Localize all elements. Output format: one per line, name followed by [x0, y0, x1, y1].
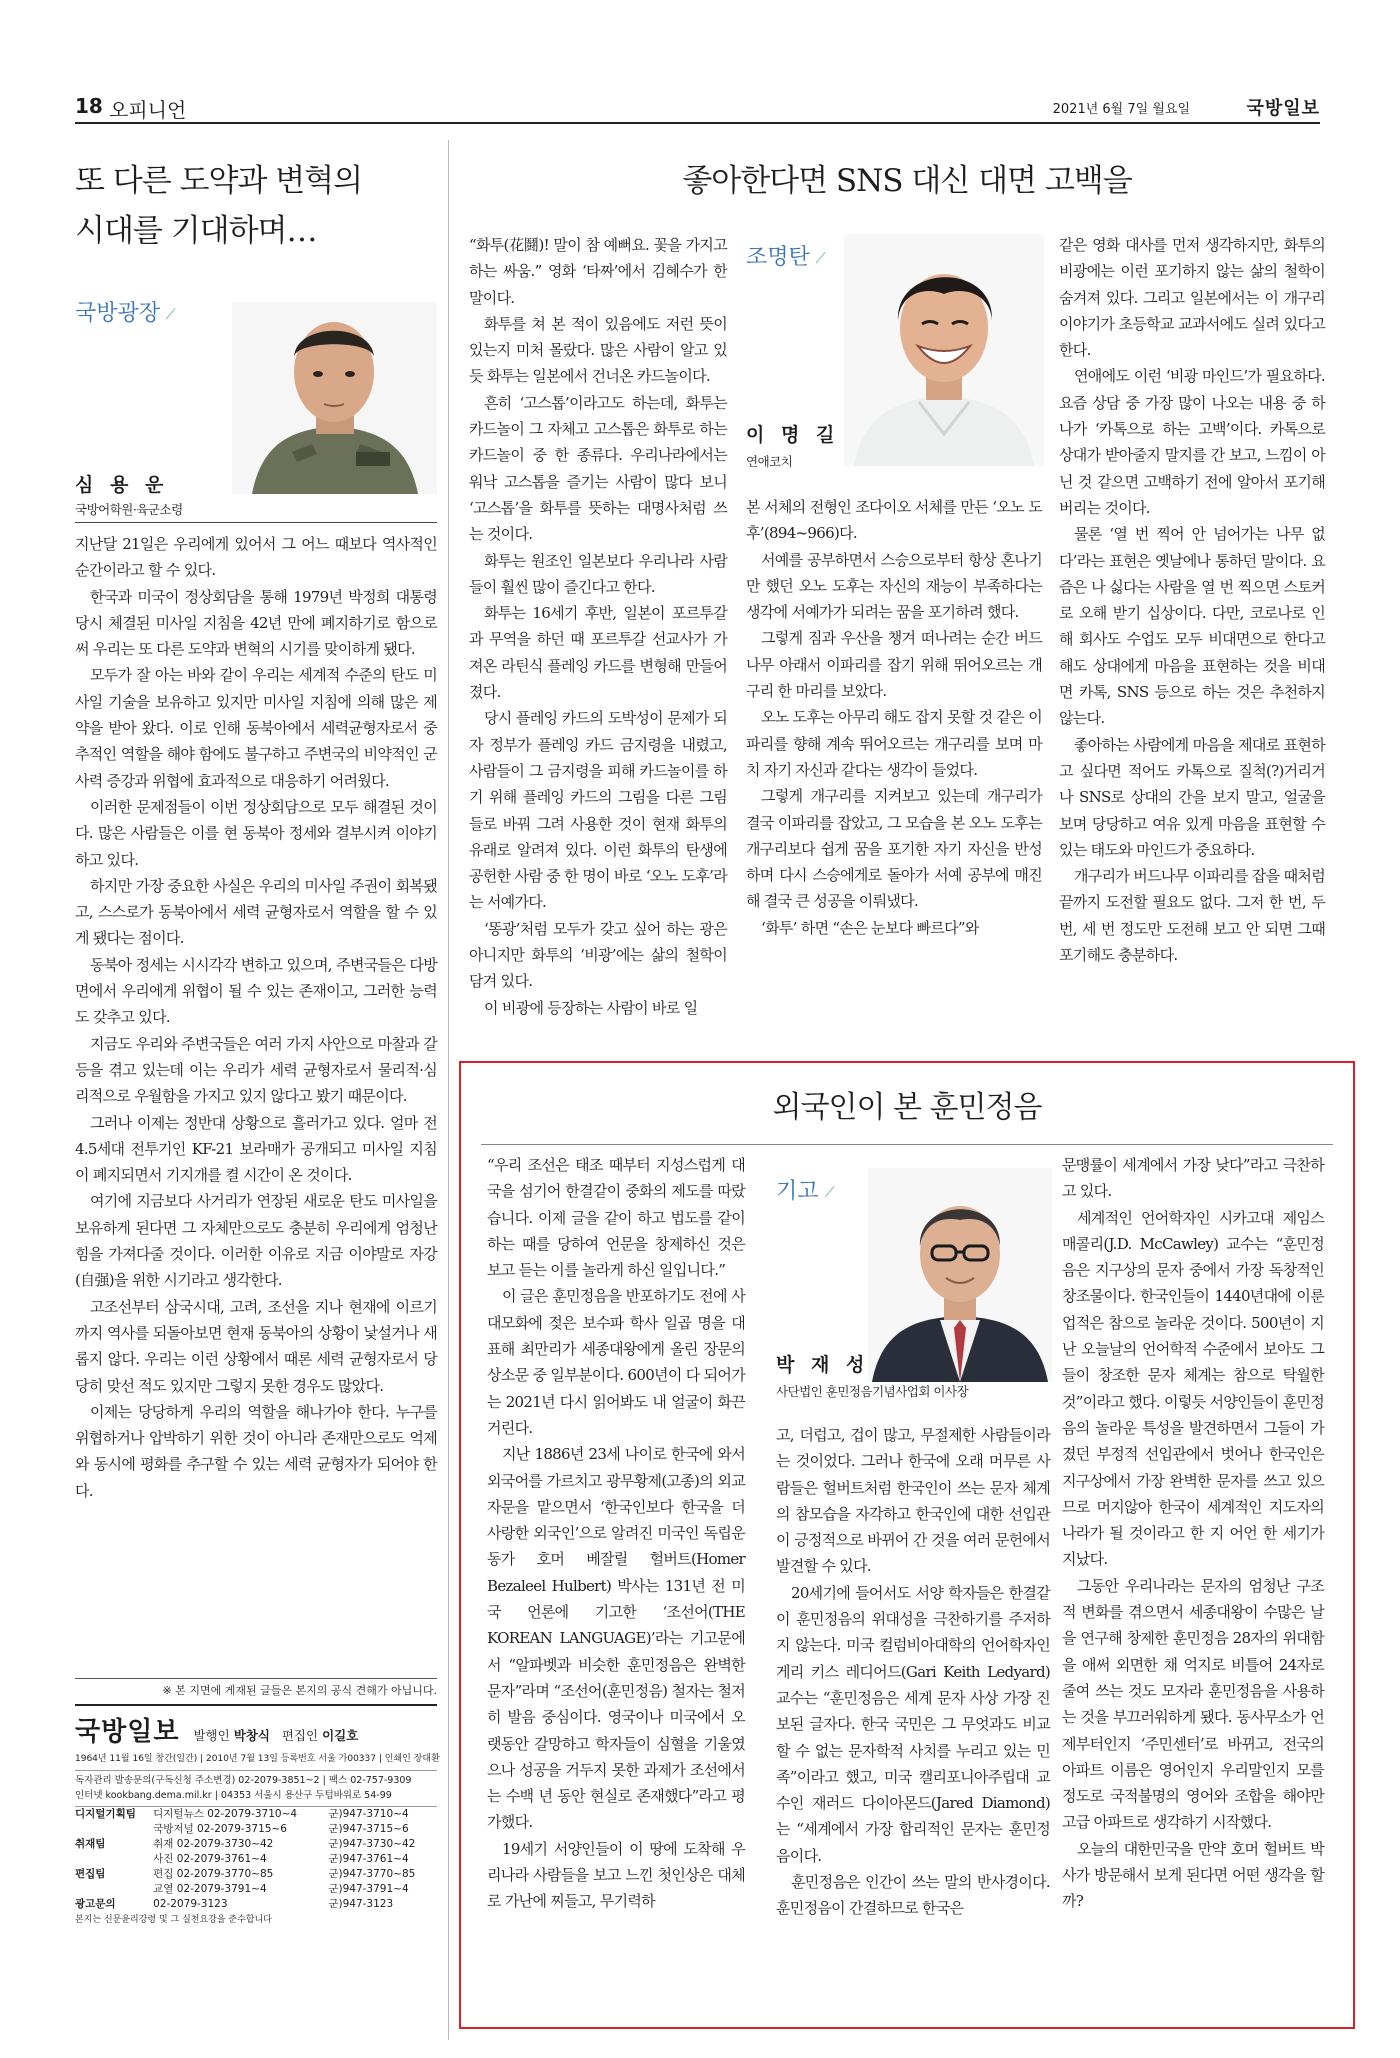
reader-service-line2: 인터넷 kookbang.dema.mil.kr | 04353 서울시 용산구 두텁바위로 54-99 [75, 1790, 392, 1801]
paper-logo: 국방일보 [1246, 98, 1320, 119]
ethics-note: 본지는 신문윤리강령 및 그 실천요강을 준수합니다 [75, 1915, 272, 1925]
article2-column-a [469, 232, 727, 1021]
paragraph: 같은 영화 대사를 먼저 생각하지만, 화투의 비광에는 이런 포기하지 않는 삶의 철학이 숨겨져 있다. 그리고 일본에서는 이 개구리 이야기가 초등학교 교과서에도 실려 있다고 한다. [1059, 236, 1325, 360]
contact-row [75, 1867, 437, 1882]
masthead-footer [75, 1678, 440, 1928]
contact-row [75, 1852, 437, 1867]
paragraph: “화투(花鬪)! 말이 참 예뻐요. 꽃을 가지고 하는 싸움.” 영화 ‘타짜’에서 김혜수가 한 말이다. [469, 236, 727, 307]
paragraph: 이 글은 훈민정음을 반포하기도 전에 사대모화에 젖은 보수파 학사 일곱 명을 대표해 최만리가 세종대왕에게 올린 장문의 상소문 중 일부분이다. 600년이 다 되어가는 2021년 다시 읽어봐도 내 얼굴이 화끈거린다. [487, 1287, 745, 1437]
soldier-portrait-icon [232, 302, 437, 494]
article3-author-name: 박 재 성 [776, 1354, 870, 1376]
contact-number: 디지털뉴스 02-2079-3710~4 [153, 1808, 298, 1820]
paragraph: 그렇게 짐과 우산을 챙겨 떠나려는 순간 버드나무 아래서 이파리를 잡기 위해 뛰어오르는 개구리 한 마리를 보았다. [746, 629, 1042, 701]
article3-column-tag: 기고 [776, 1174, 837, 1205]
article3-title: 외국인이 본 훈민정음 [772, 1090, 1042, 1125]
smiling-man-portrait-icon [844, 234, 1044, 466]
article3-author-role: 사단법인 훈민정음기념사업회 이사장 [776, 1384, 969, 1399]
contact-dept [75, 1852, 153, 1867]
divider [481, 1144, 1333, 1145]
paragraph: 그동안 우리나라는 문자의 엄청난 구조적 변화를 겪으면서 세종대왕이 수많은 날을 연구해 창제한 훈민정음 28자의 위대함을 애써 외면한 채 억지로 비틀어 24자로 줄여 쓰는 것도 모자라 훈민정음을 사용하는 것을 부끄러워하게 됐다. 동사무소가 언제부터인지 ‘주민센터’로 바뀌고, 전국의 아파트 이름은 영어인지 우리말인지 모를 정도로 국적불명의 영어와 조합을 해야만 고급 아파트로 생각하기 시작했다. [1062, 1576, 1324, 1832]
article2-author-role: 연애코치 [746, 454, 793, 469]
paragraph: 이제는 당당하게 우리의 역할을 해나가야 한다. 누구를 위협하거나 압박하기 위한 것이 아니라 존재만으로도 억제와 동시에 평화를 추구할 수 있는 세력 균형자가 되어야 한다. [75, 1402, 437, 1500]
paragraph: 문맹률이 세계에서 가장 낮다”라고 극찬하고 있다. [1062, 1156, 1324, 1201]
article1-author-role: 국방어학원·육군소령 [75, 502, 183, 517]
article1-column-tag: 국방광장 [75, 296, 178, 327]
article3-column-c [1062, 1152, 1324, 1915]
column-rule [448, 140, 449, 2040]
paragraph: 화투는 원조인 일본보다 우리나라 사람들이 훨씬 많이 즐긴다고 한다. [469, 551, 727, 596]
paragraph: 화투는 16세기 후반, 일본이 포르투갈과 무역을 하던 때 포르투갈 선교사가 가져온 라틴식 플레잉 카드를 변형해 만들어졌다. [469, 604, 727, 702]
paragraph: 본 서체의 전형인 조다이오 서체를 만든 ‘오노 도후’(894~966)다. [746, 498, 1042, 543]
contact-row [75, 1807, 437, 1823]
contact-number: 교열 02-2079-3791~4 [153, 1883, 267, 1895]
contact-dept: 편집팀 [75, 1868, 106, 1880]
paragraph: 하지만 가장 중요한 사실은 우리의 미사일 주권이 회복됐고, 스스로가 동북아에서 세력 균형자로서 역할을 할 수 있게 됐다는 점이다. [75, 876, 437, 948]
editor-name: 이길호 [322, 1728, 359, 1743]
article3-column-b [776, 1422, 1050, 1922]
paragraph: 그렇게 개구리를 지켜보고 있는데 개구리가 결국 이파리를 잡았고, 그 모습을 본 오노 도후는 개구리보다 쉽게 꿈을 포기한 자기 자신을 반성하며 다시 스승에게로 돌아가 서예 공부에 매진해 결국 큰 성공을 이뤄냈다. [746, 787, 1042, 911]
contact-row [75, 1822, 437, 1837]
contact-number: 취재 02-2079-3730~42 [153, 1838, 274, 1850]
article1-author-name: 심 용 운 [75, 474, 169, 496]
paragraph: 서예를 공부하면서 스승으로부터 항상 혼나기만 했던 오노 도후는 자신의 재능이 부족하다는 생각에 서예가가 되려는 꿈을 포기하려 했다. [746, 550, 1042, 622]
article1-title-line1: 또 다른 도약과 변혁의 [75, 163, 363, 199]
publisher-line [193, 1728, 358, 1743]
paragraph: “우리 조선은 태조 때부터 지성스럽게 대국을 섬기어 한결같이 중화의 제도를 따랐습니다. 이제 글을 같이 하고 법도를 같이 하는 때를 당하여 언문을 창제하신 것은 보고 듣는 이를 놀라게 하신 일입니다.” [487, 1156, 745, 1280]
contact-number: 군)947-3761~4 [328, 1853, 409, 1865]
article1-title-line2: 시대를 기대하며… [75, 213, 317, 249]
article3-column-a [487, 1152, 745, 1915]
contact-dept: 디지털기획팀 [75, 1808, 136, 1820]
publisher-name: 박창식 [233, 1728, 270, 1743]
contact-number: 군)947-3770~85 [328, 1868, 416, 1880]
paragraph: 모두가 잘 아는 바와 같이 우리는 세계적 수준의 탄도 미사일 기술을 보유하고 있지만 미사일 지침에 의해 많은 제약을 받아 왔다. 이로 인해 동북아에서 세력균형자로서 중추적인 역할을 해야 함에도 불구하고 주변국의 비약적인 군사력 증강과 위협에 효과적으로 대응하기 어려웠다. [75, 666, 437, 790]
contact-dept [75, 1822, 153, 1837]
article1-title [75, 156, 435, 256]
disclaimer: ※ 본 지면에 게재된 글들은 본지의 공식 견해가 아닙니다. [75, 1678, 437, 1698]
paragraph: 지금도 우리와 주변국들은 여러 가지 사안으로 마찰과 갈등을 겪고 있는데 이는 우리가 세력 균형자로서 물리적·심리적으로 우월함을 가지고 있지 않다고 봤기 때문이다. [75, 1034, 437, 1106]
registration-line: 1964년 11월 16일 창간(일간) | 2010년 7월 13일 등록번호 서울 가00337 | 인쇄인 장대환 [75, 1754, 440, 1764]
divider [75, 522, 437, 523]
paragraph: 오늘의 대한민국을 만약 호머 헐버트 박사가 방문해서 보게 된다면 어떤 생각을 할까? [1062, 1839, 1324, 1911]
contact-number: 군)947-3710~4 [328, 1808, 409, 1820]
paragraph: 동북아 정세는 시시각각 변하고 있으며, 주변국들은 다방면에서 우리에게 위협이 될 수 있는 존재이고, 그러한 능력도 갖추고 있다. [75, 955, 437, 1027]
contact-row [75, 1837, 437, 1852]
article1-body [75, 531, 437, 1504]
paragraph: 개구리가 버드나무 이파리를 잡을 때처럼 끝까지 도전할 필요도 없다. 그저 한 번, 두 번, 세 번 정도만 도전해 보고 안 되면 그때 포기해도 충분하다. [1059, 867, 1325, 965]
masthead [75, 1704, 437, 1748]
paragraph: 이러한 문제점들이 이번 정상회담으로 모두 해결된 것이다. 많은 사람들은 이를 현 동북아 정세와 결부시켜 이야기하고 있다. [75, 797, 437, 869]
contact-row [75, 1882, 437, 1897]
paragraph: 그러나 이제는 정반대 상황으로 흘러가고 있다. 얼마 전 4.5세대 전투기인 KF-21 보라매가 공개되고 미사일 지침이 폐지되면서 기지개를 켤 시간이 온 것이다. [75, 1113, 437, 1185]
contact-dept: 취재팀 [75, 1838, 106, 1850]
footer-logo: 국방일보 [75, 1717, 180, 1747]
article2-author-photo [844, 234, 1044, 466]
paragraph: 지난달 21일은 우리에게 있어서 그 어느 때보다 역사적인 순간이라고 할 수 있다. [75, 535, 437, 580]
paragraph: 흔히 ‘고스톱’이라고도 하는데, 화투는 카드놀이 그 자체고 고스톱은 화투로 하는 카드놀이 중 한 종류다. 우리나라에서는 워낙 고스톱을 즐기는 사람이 많다 보니 ‘고스톱’을 화투를 뜻하는 대명사처럼 쓰는 것이다. [469, 393, 727, 544]
contact-number: 국방저널 02-2079-3715~6 [153, 1823, 287, 1835]
contact-number: 군)947-3715~6 [328, 1823, 409, 1835]
contact-dept: 광고문의 [75, 1898, 116, 1910]
paragraph: ‘화투’ 하면 “손은 눈보다 빠르다”와 [761, 918, 979, 937]
paragraph: 20세기에 들어서도 서양 학자들은 한결같이 훈민정음의 위대성을 극찬하기를 주저하지 않는다. 미국 컬럼비아대학의 언어학자인 게리 키스 레디어드(Gari Keith Ledyard) 교수는 “훈민정음은 세계 문자 사상 가장 진보된 글자다. 한국 국민은 그 무엇과도 비교할 수 없는 문자학적 사치를 누리고 있는 민족”이라고 했고, 미국 캘리포니아주립대 교수인 재러드 다이아몬드(Jared Diamond)는 “세계에서 가장 합리적인 문자는 훈민정음이다. [776, 1583, 1050, 1865]
article2-author-name: 이 명 길 [746, 424, 840, 446]
paragraph: 여기에 지금보다 사거리가 연장된 새로운 탄도 미사일을 보유하게 된다면 그 자체만으로도 충분히 우리에게 엄청난 힘을 가져다줄 것이다. 이러한 이유로 지금 이야말로 자강(自强)을 위한 시기라고 생각한다. [75, 1192, 437, 1290]
contact-dept [75, 1882, 153, 1897]
man-in-suit-portrait-icon [868, 1168, 1052, 1382]
article2-column-tag: 조명탄 [746, 240, 828, 271]
paragraph: ‘똥광’처럼 모두가 갖고 싶어 하는 광은 아니지만 화투의 ‘비광’에는 삶의 철학이 담겨 있다. [469, 919, 727, 991]
article2-title: 좋아한다면 SNS 대신 대면 고백을 [682, 163, 1132, 199]
paragraph: 19세기 서양인들이 이 땅에 도착해 우리나라 사람들을 보고 느낀 첫인상은 대체로 가난에 찌들고, 무기력하 [487, 1839, 745, 1911]
article2-column-c [1059, 232, 1325, 968]
page-header [75, 90, 1320, 124]
paragraph: 이 비광에 등장하는 사람이 바로 일 [484, 998, 698, 1017]
paragraph: 당시 플레잉 카드의 도박성이 문제가 되자 정부가 플레잉 카드 금지령을 내렸고, 사람들이 그 금지령을 피해 카드놀이를 하기 위해 플레잉 카드의 그림을 다른 그림들로 바꿔 그려 사용한 것이 현재 화투의 유래로 알려져 있다. 이런 화투의 탄생에 공헌한 사람 중 한 명이 바로 ‘오노 도후’라는 서예가다. [469, 709, 727, 912]
contact-number: 사진 02-2079-3761~4 [153, 1853, 267, 1865]
paragraph: 화투를 쳐 본 적이 있음에도 저런 뜻이 있는지 미처 몰랐다. 많은 사람이 알고 있듯 화투는 일본에서 건너온 카드놀이다. [469, 314, 727, 386]
reader-service-line1: 독자관리 발송문의(구독신청 주소변경) 02-2079-3851~2 | 팩스 02-757-9309 [75, 1770, 437, 1788]
contact-number: 군)947-3123 [328, 1898, 394, 1910]
publisher-label: 발행인 [193, 1728, 230, 1743]
article2-column-b [746, 494, 1042, 941]
contact-row [75, 1897, 437, 1912]
paragraph: 연애에도 이런 ‘비광 마인드’가 필요하다. 요즘 상담 중 가장 많이 나오는 내용 중 하나가 ‘카톡으로 하는 고백’이다. 카톡으로 상대가 받아줄지 말지를 간 보고, 느낌이 아닌 것 같으면 고백하기 전에 알아서 포기해 버리는 것이다. [1059, 367, 1325, 517]
editor-label: 편집인 [281, 1728, 319, 1743]
paragraph: 지난 1886년 23세 나이로 한국에 와서 외국어를 가르치고 광무황제(고종)의 외교자문을 맡으면서 ‘한국인보다 한국을 더 사랑한 외국인’으로 알려진 미국인 독립운동가 호머 베잘릴 헐버트(Homer Bezaleel Hulbert) 박사는 131년 전 미국 언론에 기고한 ‘조선어(THE KOREAN LANGUAGE)’라는 기고문에서 “알파벳과 비슷한 훈민정음은 완벽한 문자”라며 “조선어(훈민정음) 철자는 철저히 발음 중심이다. 영국이나 미국에서 오랫동안 갈망하고 학자들이 심혈을 기울였으나 성공을 거두지 못한 과제가 조선에서는 수백 년 동안 현실로 존재했다”라고 평가했다. [487, 1445, 745, 1832]
contact-number: 군)947-3730~42 [328, 1838, 416, 1850]
paragraph: 한국과 미국이 정상회담을 통해 1979년 박정희 대통령 당시 체결된 미사일 지침을 42년 만에 폐지하기로 함으로써 우리는 또 다른 도약과 변혁의 시기를 맞이하게 됐다. [75, 587, 437, 659]
section-name: 오피니언 [109, 98, 187, 122]
paragraph: 고, 더럽고, 겁이 많고, 무절제한 사람들이라는 것이었다. 그러나 한국에 오래 머무른 사람들은 헐버트처럼 한국인이 쓰는 문자 체계의 참모습을 자각하고 한국인에 대한 선입관이 긍정적으로 바뀌어 간 것을 여러 문헌에서 발견할 수 있다. [776, 1426, 1050, 1576]
article1-author-photo [232, 302, 437, 494]
article3-author-photo [868, 1168, 1052, 1382]
contact-number: 편집 02-2079-3770~85 [153, 1868, 274, 1880]
issue-date: 2021년 6월 7일 월요일 [1052, 102, 1190, 117]
contact-table [75, 1806, 437, 1912]
paragraph: 훈민정음은 인간이 쓰는 말의 반사경이다. 훈민정음이 간결하므로 한국은 [776, 1873, 1050, 1918]
paragraph: 물론 ‘열 번 찍어 안 넘어가는 나무 없다’라는 표현은 옛날에나 통하던 말이다. 요즘은 나 싫다는 사람을 열 번 찍으면 스토커로 오해 받기 십상이다. 다만, 코로나로 인해 회사도 수업도 모두 비대면으로 한다고 해도 상대에게 마음을 표현하는 것을 비대면 카톡, SNS 등으로 하는 것은 추천하지 않는다. [1059, 525, 1325, 728]
paragraph: 세계적인 언어학자인 시카고대 제임스 매콜리(J.D. McCawley) 교수는 “훈민정음은 지구상의 문자 중에서 가장 독창적인 창조물이다. 한국인들이 1440년대에 이룬 업적은 참으로 놀라운 것이다. 500년이 지난 오늘날의 언어학적 수준에서 보아도 그들이 창조한 문자 체계는 참으로 탁월한 것”이라고 했다. 이렇듯 서양인들이 훈민정음의 놀라운 특성을 발견하면서 그들이 가졌던 부정적 선입관에서 벗어나 한국인은 지구상에서 가장 완벽한 문자를 쓰고 있으므로 머지않아 한국이 세계적인 지도자의 나라가 될 것이라고 한 지 어언 한 세기가 지났다. [1062, 1208, 1324, 1569]
paragraph: 고조선부터 삼국시대, 고려, 조선을 지나 현재에 이르기까지 역사를 되돌아보면 현재 동북아의 상황이 낯설거나 새롭지 않다. 우리는 이런 상황에서 때론 세력 균형자로서 당당히 맞선 적도 있지만 그렇지 못한 경우도 많았다. [75, 1297, 437, 1395]
paragraph: 오노 도후는 아무리 해도 잡지 못할 것 같은 이파리를 향해 계속 뛰어오르는 개구리를 보며 마치 자기 자신과 같다는 생각이 들었다. [746, 708, 1042, 779]
paragraph: 좋아하는 사람에게 마음을 제대로 표현하고 싶다면 적어도 카톡으로 질척(?)거리거나 SNS로 상대의 간을 보지 말고, 얼굴을 보며 당당하고 여유 있게 마음을 표현할 수 있는 태도와 마인드가 중요하다. [1059, 735, 1325, 859]
page-number: 18 [75, 94, 103, 118]
contact-number: 02-2079-3123 [153, 1898, 228, 1910]
contact-number: 군)947-3791~4 [328, 1883, 409, 1895]
